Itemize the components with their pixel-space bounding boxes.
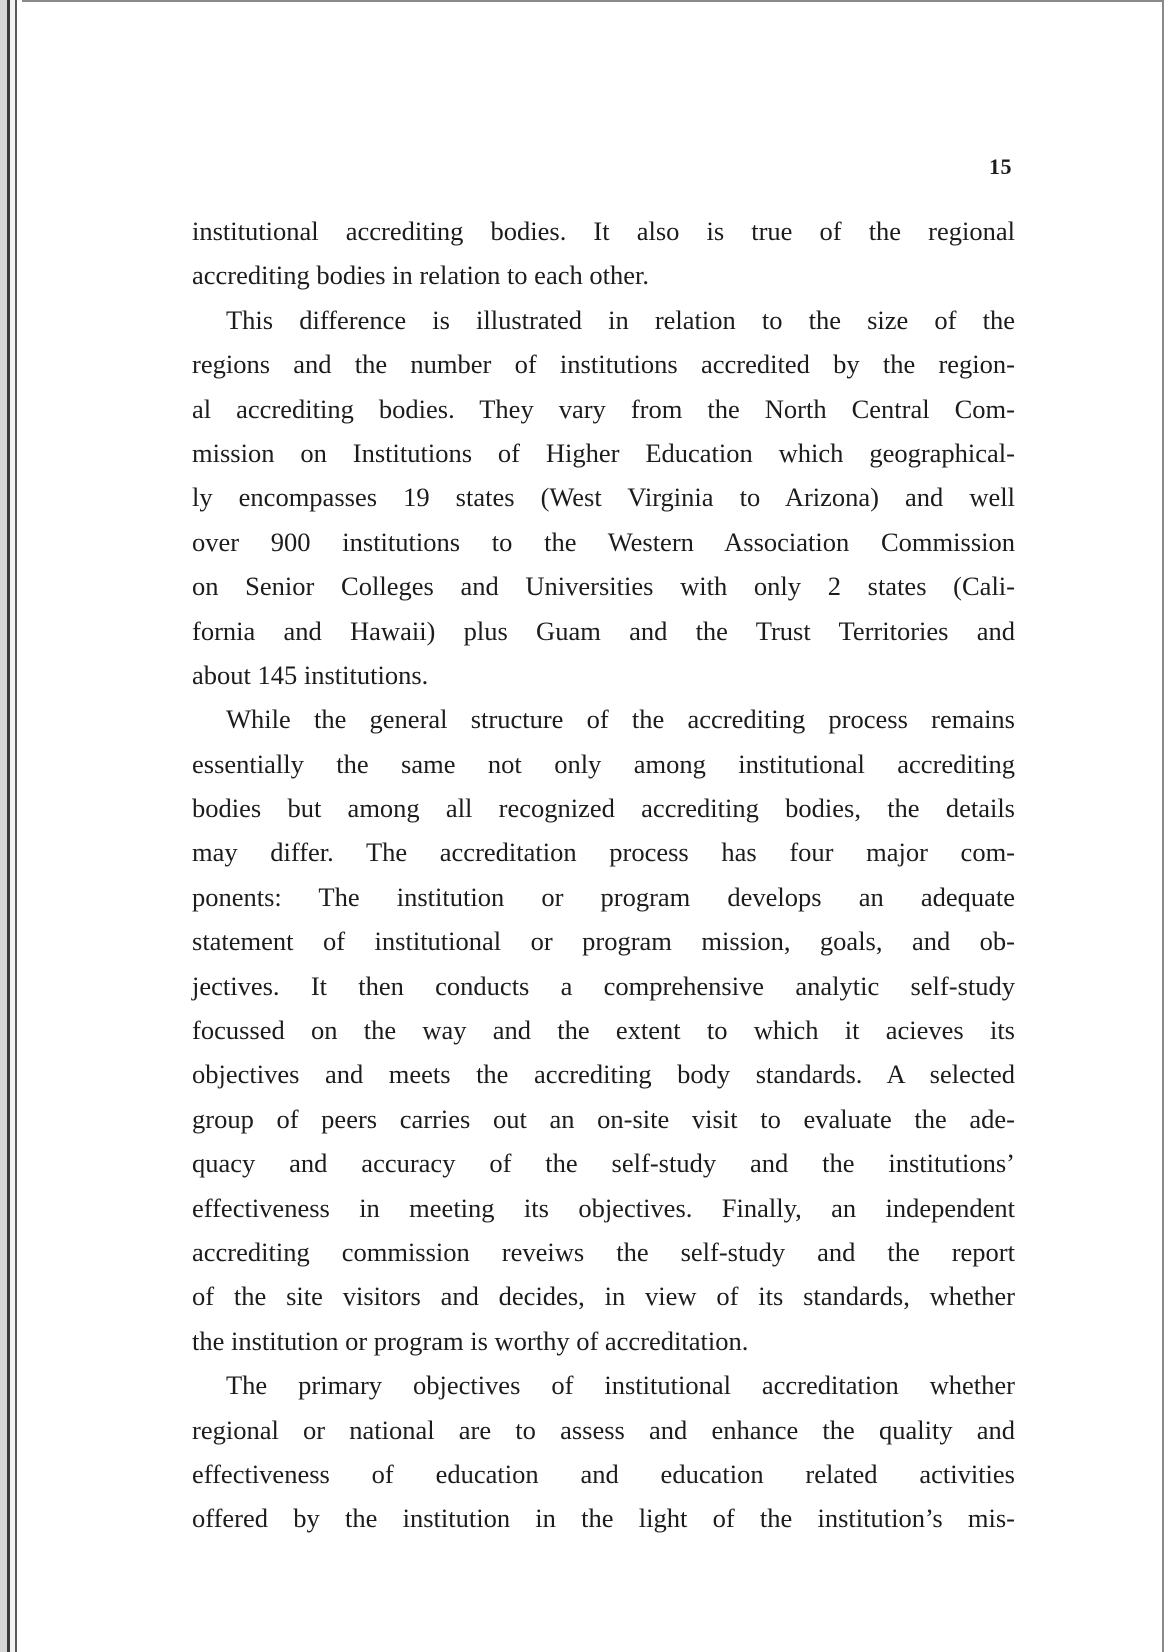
text-line: regions and the number of institutions accredited by the region- (192, 349, 1015, 380)
page-number: 15 (989, 154, 1012, 179)
text-line: of the site visitors and decides, in view of its standards, whether (192, 1281, 1015, 1312)
text-line: bodies but among all recognized accrediting bodies, the details (192, 793, 1015, 824)
text-line: mission on Institutions of Higher Education which geographical- (192, 437, 1015, 468)
text-line: fornia and Hawaii) plus Guam and the Trust Territories and (192, 615, 1015, 646)
body-text (192, 209, 1015, 1541)
text-line: accrediting bodies in relation to each other. (192, 260, 649, 291)
paragraph (192, 1363, 1015, 1541)
text-line: The primary objectives of institutional accreditation whether (226, 1370, 1015, 1401)
text-line: accrediting commission reveiws the self-study and the report (192, 1236, 1015, 1267)
paragraph (192, 298, 1015, 698)
text-line: the institution or program is worthy of accreditation. (192, 1325, 749, 1356)
text-line: This difference is illustrated in relation to the size of the (226, 304, 1015, 335)
text-line: statement of institutional or program mission, goals, and ob- (192, 926, 1015, 957)
text-line: over 900 institutions to the Western Association Commission (192, 526, 1015, 557)
paragraph (192, 209, 1015, 298)
text-line: focussed on the way and the extent to which it acieves its (192, 1015, 1015, 1046)
binding-edge (0, 0, 22, 1652)
text-line: essentially the same not only among institutional accrediting (192, 748, 1015, 779)
text-line: effectiveness in meeting its objectives. Finally, an independent (192, 1192, 1015, 1223)
text-line: offered by the institution in the light of the institution’s mis- (192, 1503, 1015, 1534)
text-line: al accrediting bodies. They vary from the North Central Com- (192, 393, 1015, 424)
text-line: effectiveness of education and education related activities (192, 1458, 1015, 1489)
text-line: objectives and meets the accrediting body standards. A selected (192, 1059, 1015, 1090)
text-line: group of peers carries out an on-site visit to evaluate the ade- (192, 1103, 1015, 1134)
text-line: quacy and accuracy of the self-study and the institutions’ (192, 1148, 1015, 1179)
text-line: jectives. It then conducts a comprehensive analytic self-study (192, 970, 1015, 1001)
text-line: may differ. The accreditation process has four major com- (192, 837, 1015, 868)
text-line: about 145 institutions. (192, 659, 429, 690)
paragraph (192, 697, 1015, 1363)
text-line: ly encompasses 19 states (West Virginia to Arizona) and well (192, 482, 1015, 513)
text-line: While the general structure of the accrediting process remains (226, 704, 1015, 735)
text-line: institutional accrediting bodies. It also is true of the regional (192, 216, 1015, 246)
text-line: on Senior Colleges and Universities with only 2 states (Cali- (192, 571, 1015, 602)
text-line: ponents: The institution or program develops an adequate (192, 881, 1015, 912)
text-line: regional or national are to assess and enhance the quality and (192, 1414, 1015, 1445)
